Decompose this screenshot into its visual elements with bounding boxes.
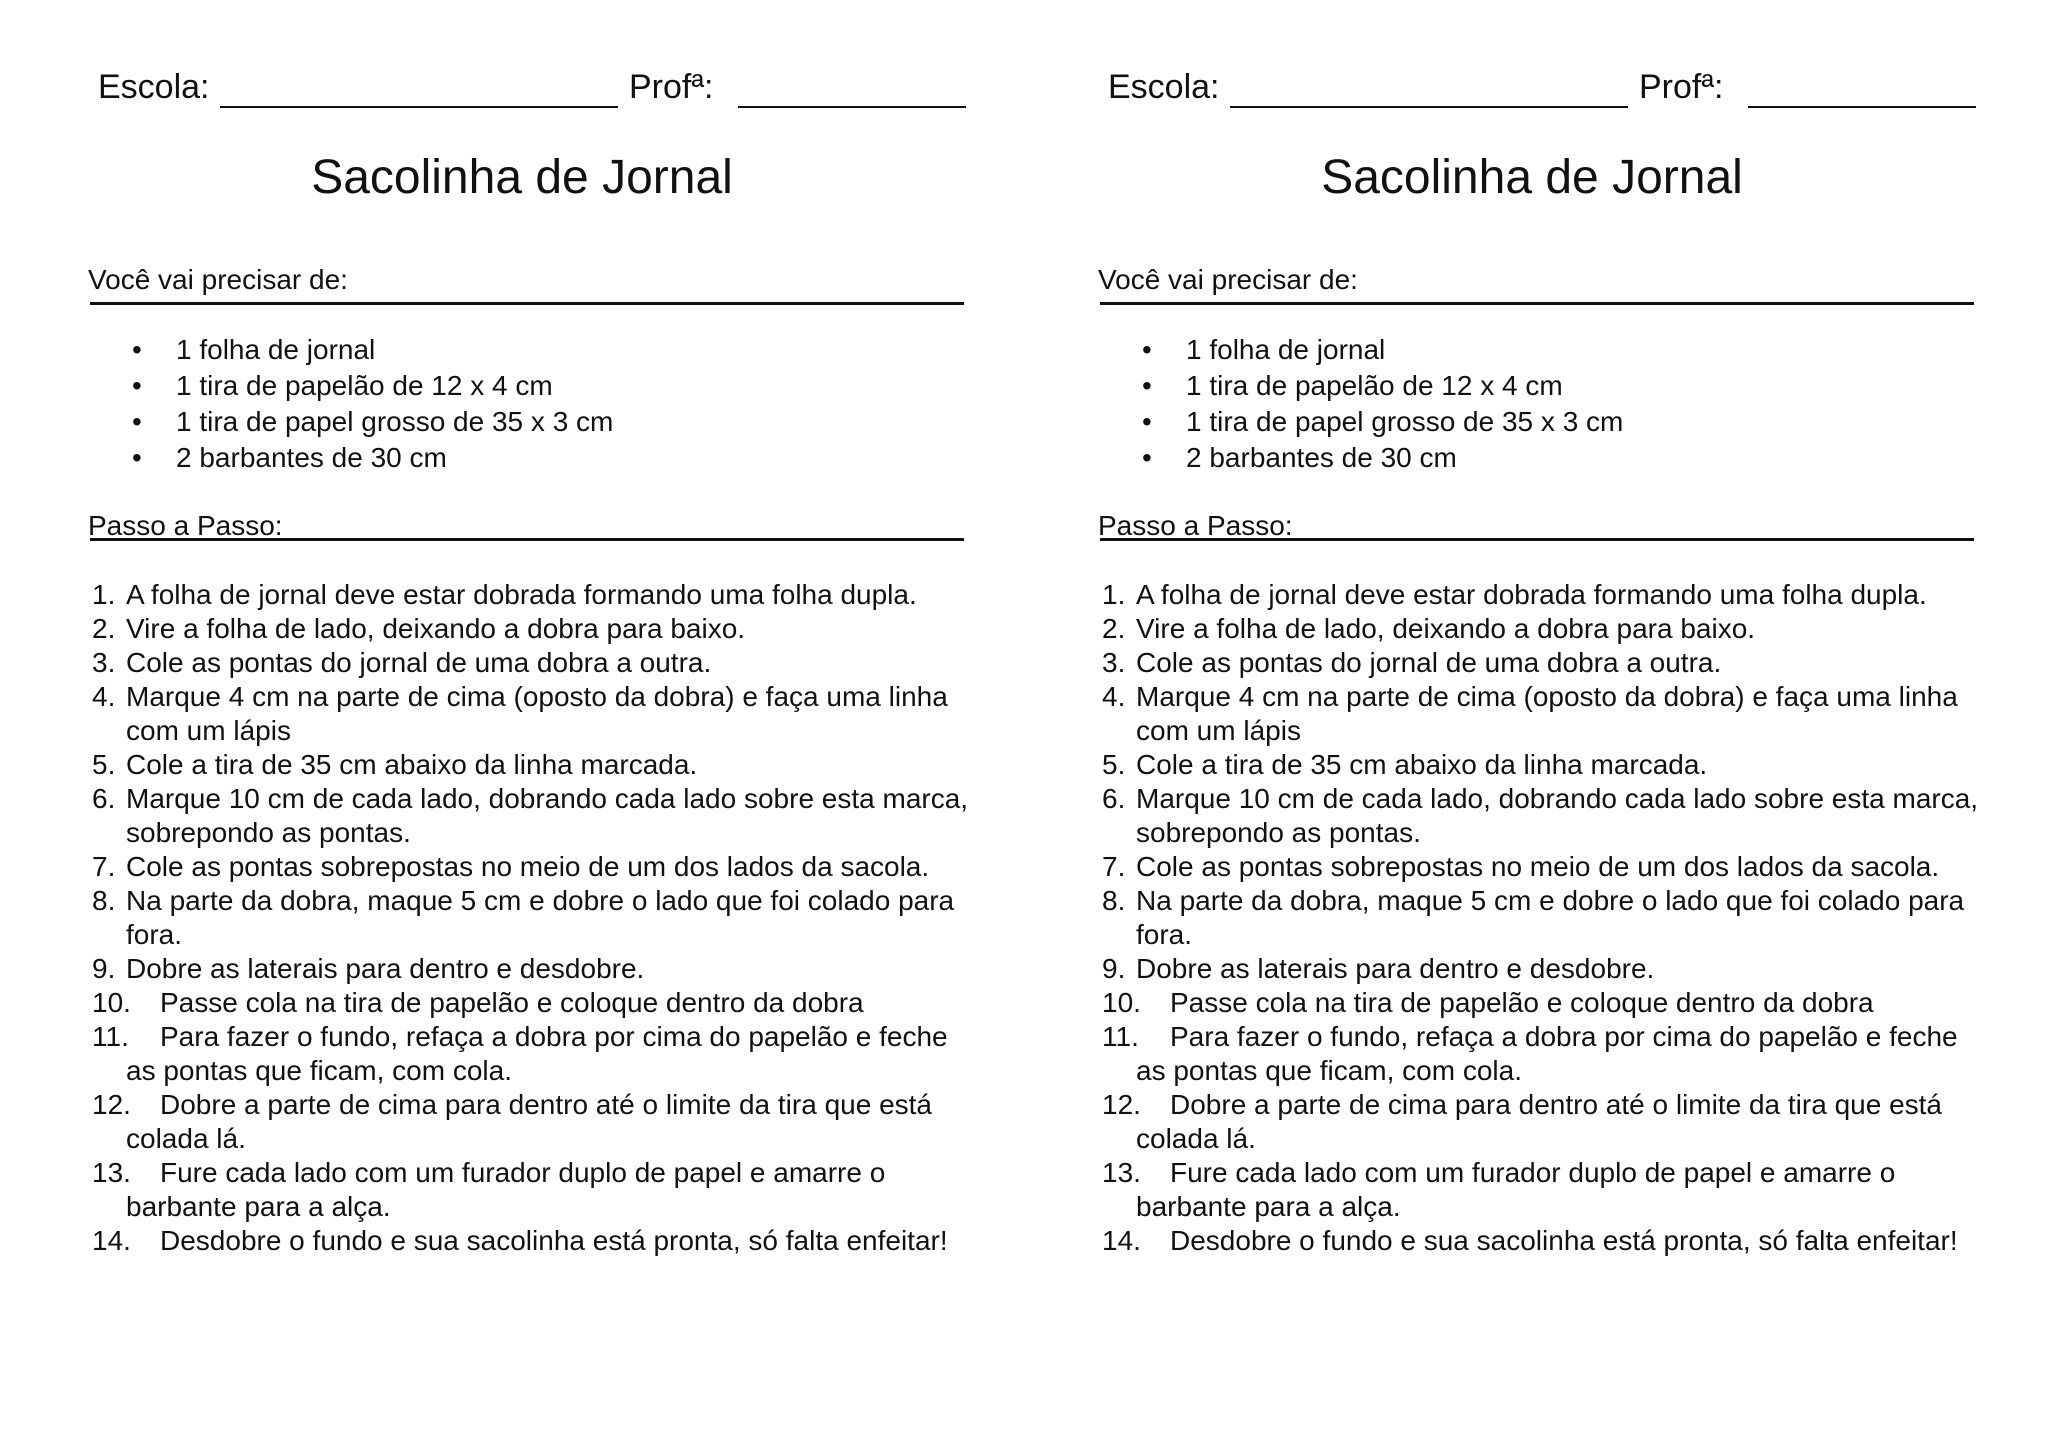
bullet-glyph: • [1142,334,1152,365]
material-item-text: 1 tira de papel grosso de 35 x 3 cm [1186,406,1624,437]
step-text: Dobre a parte de cima para dentro até o limite da tira que está colada lá. [126,1089,932,1154]
material-item-text: 1 tira de papelão de 12 x 4 cm [1186,370,1563,401]
step-text: Marque 10 cm de cada lado, dobrando cada lado sobre esta marca, sobrepondo as pontas. [1136,783,1979,848]
step-text: Na parte da dobra, maque 5 cm e dobre o lado que foi colado para fora. [1136,885,1965,950]
materials-heading-rule [90,302,964,305]
steps-list [92,578,992,1258]
step-text: Vire a folha de lado, deixando a dobra para baixo. [1136,613,1756,644]
step-item [1102,782,2002,850]
step-text: Cole a tira de 35 cm abaixo da linha marcada. [1136,749,1708,780]
material-item-text: 1 tira de papel grosso de 35 x 3 cm [176,406,614,437]
escola-label: Escola: [98,68,210,106]
step-item [92,1156,992,1224]
step-item [1102,578,2002,612]
worksheet-right [1092,0,2048,1447]
step-text: A folha de jornal deve estar dobrada formando uma folha dupla. [126,579,917,610]
prof-blank-line [738,106,966,108]
step-item [92,646,992,680]
prof-blank-line [1748,106,1976,108]
material-item-text: 2 barbantes de 30 cm [176,442,447,473]
step-number: 13. [92,1157,131,1188]
page-title: Sacolinha de Jornal [1321,151,1743,204]
step-item [92,952,992,986]
step-number: 12. [92,1089,131,1120]
steps-list [1102,578,2002,1258]
step-number: 14. [1102,1225,1141,1256]
header-row [1108,68,1978,112]
worksheet-left [82,0,1042,1447]
material-item [132,368,613,404]
material-item [132,440,613,476]
step-number: 3. [1102,647,1126,678]
bullet-glyph: • [132,406,142,437]
step-number: 6. [1102,783,1126,814]
step-item [1102,748,2002,782]
step-text: Marque 4 cm na parte de cima (oposto da dobra) e faça uma linha com um lápis [1136,681,1958,746]
step-item [92,612,992,646]
step-text: Para fazer o fundo, refaça a dobra por cima do papelão e feche as pontas que ficam, com cola. [1136,1021,1958,1086]
step-text: Desdobre o fundo e sua sacolinha está pronta, só falta enfeitar! [1170,1225,1958,1256]
step-number: 8. [1102,885,1126,916]
step-text: Cole as pontas sobrepostas no meio de um dos lados da sacola. [1136,851,1940,882]
header-row [98,68,968,112]
material-item-text: 1 folha de jornal [1186,334,1386,365]
step-number: 10. [92,987,131,1018]
step-number: 11. [92,1021,129,1052]
prof-label: Profª: [629,68,714,106]
step-item [92,850,992,884]
step-item [92,1224,992,1258]
step-number: 5. [1102,749,1126,780]
step-number: 11. [1102,1021,1139,1052]
step-text: Na parte da dobra, maque 5 cm e dobre o lado que foi colado para fora. [126,885,955,950]
step-number: 1. [92,579,116,610]
steps-heading: Passo a Passo: [1098,510,1293,541]
materials-heading: Você vai precisar de: [1098,264,1358,295]
step-item [1102,884,2002,952]
step-number: 10. [1102,987,1141,1018]
steps-heading: Passo a Passo: [88,510,283,541]
step-item [1102,680,2002,748]
step-number: 6. [92,783,116,814]
step-number: 8. [92,885,116,916]
material-item [1142,368,1623,404]
step-text: Marque 4 cm na parte de cima (oposto da dobra) e faça uma linha com um lápis [126,681,948,746]
materials-list [1142,332,1623,476]
step-text: Vire a folha de lado, deixando a dobra para baixo. [126,613,746,644]
material-item-text: 1 folha de jornal [176,334,376,365]
steps-heading-rule [1100,538,1974,541]
bullet-glyph: • [1142,442,1152,473]
step-item [1102,1020,2002,1088]
materials-heading: Você vai precisar de: [88,264,348,295]
step-number: 3. [92,647,116,678]
step-text: Dobre as laterais para dentro e desdobre. [1136,953,1655,984]
bullet-glyph: • [1142,406,1152,437]
step-item [92,680,992,748]
step-item [92,578,992,612]
material-item [1142,404,1623,440]
materials-heading-rule [1100,302,1974,305]
step-number: 14. [92,1225,131,1256]
step-number: 12. [1102,1089,1141,1120]
step-item [92,884,992,952]
step-text: Dobre as laterais para dentro e desdobre. [126,953,645,984]
escola-label: Escola: [1108,68,1220,106]
material-item-text: 2 barbantes de 30 cm [1186,442,1457,473]
step-number: 7. [92,851,116,882]
step-number: 13. [1102,1157,1141,1188]
bullet-glyph: • [132,442,142,473]
step-text: Cole as pontas do jornal de uma dobra a outra. [126,647,712,678]
step-text: Passe cola na tira de papelão e coloque dentro da dobra [1170,987,1874,1018]
step-item [1102,850,2002,884]
step-number: 7. [1102,851,1126,882]
step-item [1102,952,2002,986]
step-item [92,748,992,782]
bullet-glyph: • [132,370,142,401]
escola-blank-line [220,106,618,108]
step-number: 5. [92,749,116,780]
step-text: Cole a tira de 35 cm abaixo da linha marcada. [126,749,698,780]
step-text: Dobre a parte de cima para dentro até o limite da tira que está colada lá. [1136,1089,1942,1154]
step-item [1102,1224,2002,1258]
step-number: 4. [92,681,116,712]
step-text: Passe cola na tira de papelão e coloque dentro da dobra [160,987,864,1018]
step-number: 2. [92,613,116,644]
material-item [132,332,613,368]
step-text: A folha de jornal deve estar dobrada formando uma folha dupla. [1136,579,1927,610]
step-item [1102,1088,2002,1156]
material-item [1142,332,1623,368]
step-text: Cole as pontas sobrepostas no meio de um dos lados da sacola. [126,851,930,882]
prof-label: Profª: [1639,68,1724,106]
step-number: 1. [1102,579,1126,610]
step-number: 9. [1102,953,1126,984]
material-item-text: 1 tira de papelão de 12 x 4 cm [176,370,553,401]
materials-list [132,332,613,476]
step-item [1102,646,2002,680]
step-text: Cole as pontas do jornal de uma dobra a outra. [1136,647,1722,678]
material-item [132,404,613,440]
step-item [1102,1156,2002,1224]
step-item [92,1088,992,1156]
step-text: Para fazer o fundo, refaça a dobra por cima do papelão e feche as pontas que ficam, com cola. [126,1021,948,1086]
step-number: 9. [92,953,116,984]
step-item [92,986,992,1020]
bullet-glyph: • [1142,370,1152,401]
bullet-glyph: • [132,334,142,365]
steps-heading-rule [90,538,964,541]
step-item [92,782,992,850]
step-text: Marque 10 cm de cada lado, dobrando cada lado sobre esta marca, sobrepondo as pontas. [126,783,969,848]
step-text: Fure cada lado com um furador duplo de papel e amarre o barbante para a alça. [126,1157,886,1222]
step-text: Fure cada lado com um furador duplo de papel e amarre o barbante para a alça. [1136,1157,1896,1222]
material-item [1142,440,1623,476]
escola-blank-line [1230,106,1628,108]
step-text: Desdobre o fundo e sua sacolinha está pronta, só falta enfeitar! [160,1225,948,1256]
page-title: Sacolinha de Jornal [311,151,733,204]
step-item [1102,986,2002,1020]
step-item [92,1020,992,1088]
step-item [1102,612,2002,646]
step-number: 4. [1102,681,1126,712]
step-number: 2. [1102,613,1126,644]
